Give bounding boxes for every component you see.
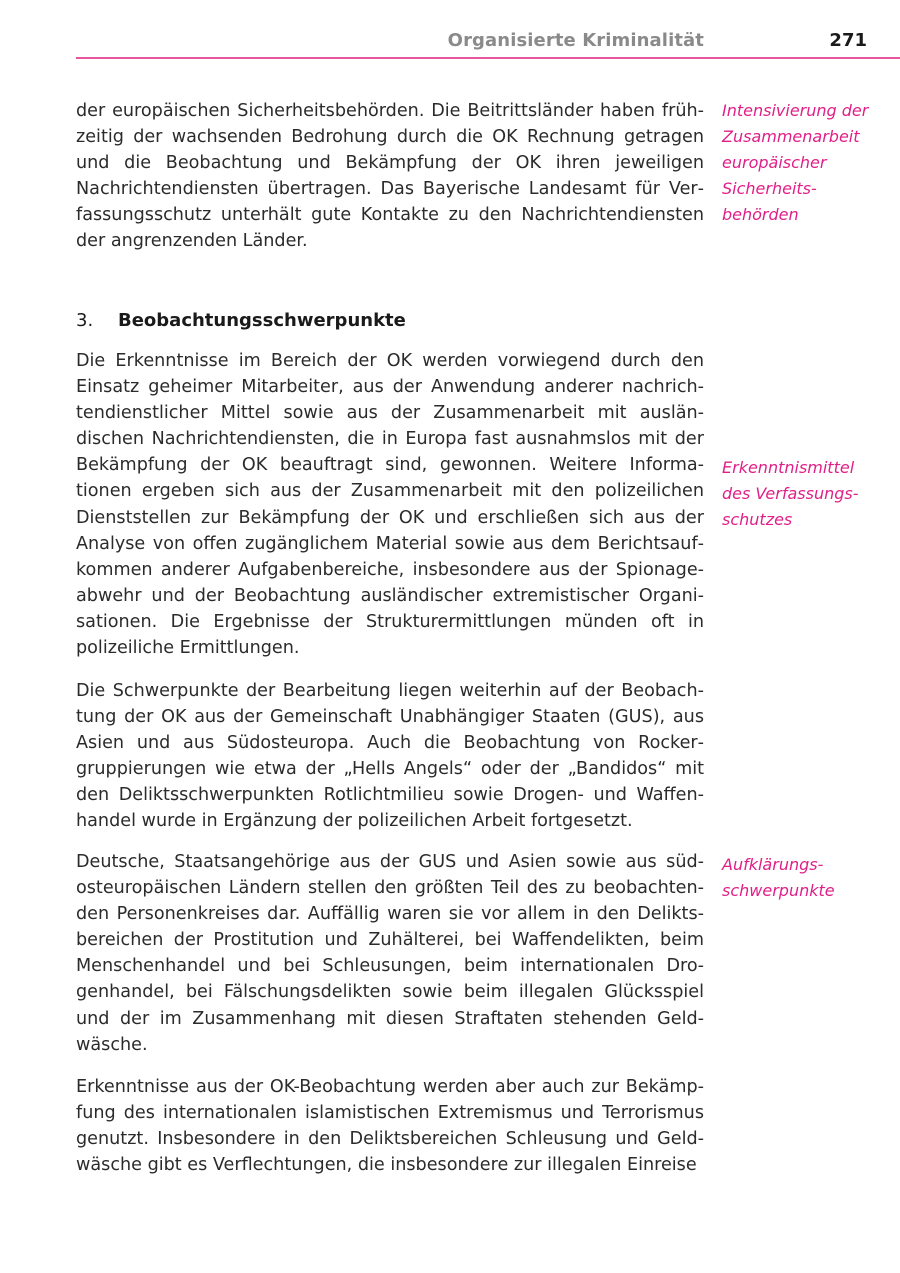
margin-note-focus [722, 852, 882, 904]
margin-note-line: Zusammenarbeit [722, 127, 860, 147]
section-heading [76, 310, 704, 331]
paragraph-4: Deutsche, Staatsangehörige aus der GUS und Asien sowie aus südosteuropäischen Ländern stellen den größten Teil des zu beobachtenden Personenkreises dar. Auffällig waren sie vor allem in den Deliktsbereichen der Prostitution und Zuhälterei, bei Waffendelikten, beim Menschenhandel und bei Schleusungen, beim internationalen Drogenhandel, bei Fälschungsdelikten sowie beim illegalen Glücksspiel und der im Zusammenhang mit diesen Straftaten stehenden Geldwäsche. [76, 852, 704, 1055]
margin-note-line: europäischer [722, 153, 827, 173]
paragraph-5: Erkenntnisse aus der OK-Beobachtung werden aber auch zur Bekämpfung des internationalen islamistischen Extremismus und Terrorismus genutzt. Insbesondere in den Deliktsbereichen Schleusung und Geldwäsche gibt es Verflechtungen, die insbesondere zur illegalen Einreise [76, 1077, 704, 1176]
margin-note-line: des Verfassungs- [722, 484, 859, 504]
section-title: Beobachtungsschwerpunkte [118, 310, 406, 331]
section-number: 3. [76, 310, 94, 331]
margin-note-line: behörden [722, 205, 799, 225]
paragraph-3: Die Schwerpunkte der Bearbeitung liegen weiterhin auf der Beobachtung der OK aus der Gemeinschaft Unabhängiger Staaten (GUS), aus Asien und aus Südosteuropa. Auch die Beobachtung von Rockergruppierungen wie etwa der „Hells Angels“ oder der „Bandidos“ mit den Deliktsschwerpunkten Rotlichtmilieu sowie Drogen- und Waffenhandel wurde in Ergänzung der polizeilichen Arbeit fortgesetzt. [76, 681, 704, 832]
margin-note-line: Aufklärungs- [722, 855, 824, 874]
page-number: 271 [829, 30, 867, 51]
running-header [76, 28, 900, 58]
margin-note-line: schutzes [722, 510, 793, 530]
margin-note-line: Erkenntnismittel [722, 458, 855, 477]
margin-note-line: schwerpunkte [722, 881, 835, 901]
margin-note-line: Sicherheits- [722, 179, 817, 199]
paragraph-2: Die Erkenntnisse im Bereich der OK werden vorwiegend durch den Einsatz geheimer Mitarbeiter, aus der Anwendung anderer nachrichtendienstlicher Mittel sowie aus der Zusammenarbeit mit ausländischen Nachrichtendiensten, die in Europa fast ausnahmslos mit der Bekämpfung der OK beauftragt sind, gewonnen. Weitere Informationen ergeben sich aus der Zusammenarbeit mit den polizeilichen Dienststellen zur Bekämpfung der OK und erschließen sich aus der Analyse von offen zugänglichem Material sowie aus dem Berichtsaufkommen anderer Aufgabenbereiche, insbesondere aus der Spionageabwehr und der Beobachtung ausländischer extremistischer Organisationen. Die Ergebnisse der Strukturermittlungen münden oft in polizeiliche Ermittlungen. [76, 351, 704, 659]
paragraph-1: der europäischen Sicherheitsbehörden. Die Beitrittsländer haben frühzeitig der wachsenden Bedrohung durch die OK Rechnung getragen und die Beobachtung und Bekämpfung der OK ihren jeweiligen Nachrichtendiensten übertragen. Das Bayerische Landesamt für Verfassungsschutz unterhält gute Kontakte zu den Nachrichtendiensten der angrenzenden Länder. [76, 101, 704, 252]
margin-note-line: Intensivierung der [722, 101, 869, 120]
header-title: Organisierte Kriminalität [447, 30, 704, 51]
header-rule [76, 57, 900, 59]
margin-note-cooperation [722, 98, 882, 228]
margin-note-sources [722, 455, 882, 533]
